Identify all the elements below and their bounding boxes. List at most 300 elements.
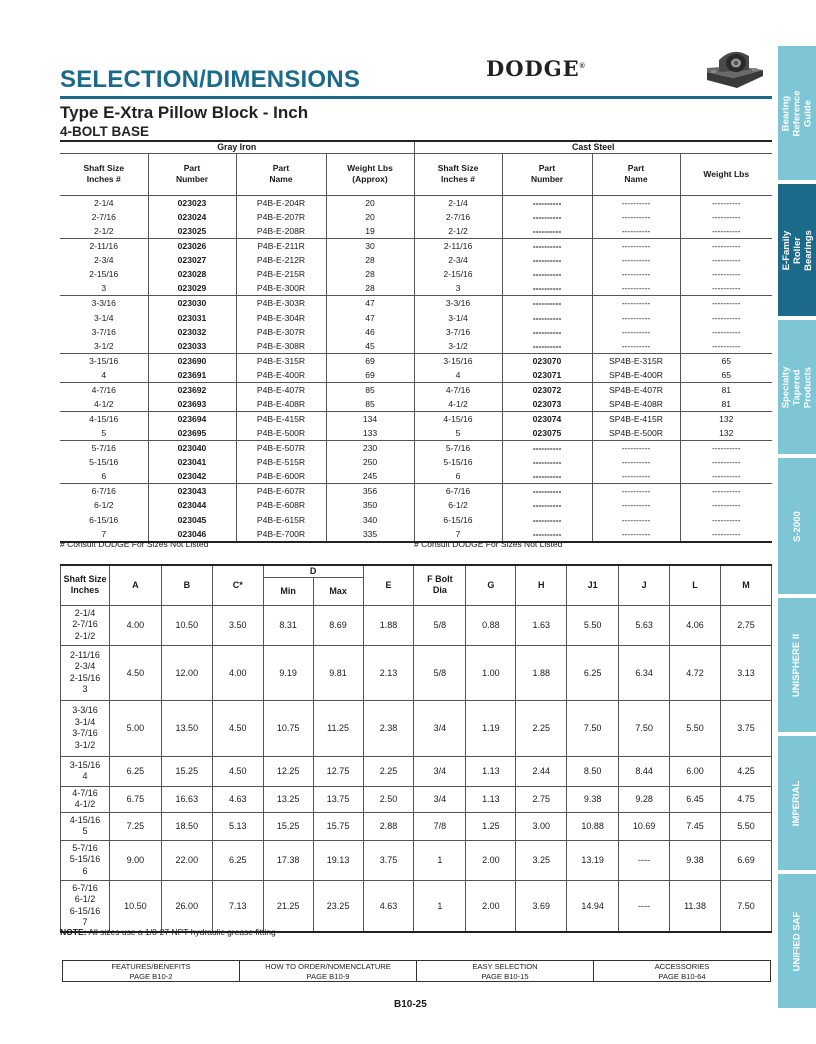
- cell-shaft-size: 2-11/16: [60, 238, 148, 253]
- cell-part-name-cast: SP4B-E-315R: [592, 353, 680, 368]
- cell-c: 4.50: [212, 756, 263, 786]
- cell-part-name-cast: ----------: [592, 484, 680, 499]
- cell-weight-cast: ----------: [680, 224, 772, 239]
- cell-c: 4.00: [212, 645, 263, 700]
- table-row: [60, 513, 772, 527]
- cell-part-name: P4B-E-303R: [236, 296, 326, 311]
- link-easy-selection[interactable]: [416, 961, 593, 981]
- cell-shaft-size-cast: 2-15/16: [414, 267, 502, 281]
- link-accessories[interactable]: [593, 961, 770, 981]
- consult-note-right: # Consult DODGE For Sizes Not Listed: [414, 539, 563, 549]
- cell-part-number-cast: ----------: [502, 210, 592, 224]
- cell-part-name: P4B-E-211R: [236, 238, 326, 253]
- cell-j1: 6.25: [567, 645, 619, 700]
- cell-weight: 45: [326, 339, 414, 354]
- cell-part-number-cast: ----------: [502, 527, 592, 542]
- cell-shaft-size-cast: 4: [414, 368, 502, 383]
- cell-c: 3.50: [212, 605, 263, 645]
- cell-j1: 14.94: [567, 880, 619, 932]
- cell-part-name: P4B-E-308R: [236, 339, 326, 354]
- cell-b: 13.50: [161, 700, 212, 756]
- cell-part-name-cast: ----------: [592, 527, 680, 542]
- shaft-size: 6-1/2: [74, 894, 96, 905]
- cell-part-name-cast: ----------: [592, 253, 680, 267]
- shaft-size: 2-11/16: [70, 649, 100, 660]
- cell-part-name-cast: ----------: [592, 469, 680, 484]
- tab-label: Specialty Tapered Products: [780, 366, 814, 408]
- cell-l: 6.00: [670, 756, 721, 786]
- cell-shaft-size-cast: 2-7/16: [414, 210, 502, 224]
- cell-j: ----: [619, 880, 670, 932]
- cell-part-number: 023695: [148, 426, 236, 441]
- table-row: [60, 339, 772, 354]
- cell-part-name-cast: ----------: [592, 296, 680, 311]
- link-how-to-order[interactable]: [239, 961, 416, 981]
- cell-part-number: 023024: [148, 210, 236, 224]
- shaft-size: 6: [82, 865, 88, 876]
- cell-shaft-size: 4: [101, 369, 107, 380]
- cell-part-name: P4B-E-507R: [236, 440, 326, 455]
- cell-part-name: P4B-E-615R: [236, 513, 326, 527]
- cell-part-name: P4B-E-500R: [236, 426, 326, 441]
- cell-shaft-sizes: [61, 645, 110, 700]
- cell-d-max: 12.75: [313, 756, 363, 786]
- cell-weight-cast: 81: [680, 382, 772, 397]
- cell-e: 3.75: [363, 840, 414, 880]
- shaft-size: 6-7/16: [72, 882, 98, 893]
- cell-weight: 28: [326, 267, 414, 281]
- cell-m: 3.13: [720, 645, 771, 700]
- link-title: ACCESSORIES: [654, 962, 710, 971]
- cell-a: 7.25: [109, 812, 161, 840]
- cell-f-bolt-dia: 3/4: [414, 786, 466, 812]
- shaft-size: 3-3/16: [72, 705, 98, 715]
- shaft-size: 3-7/16: [72, 728, 98, 738]
- col-part-name: Part Name: [236, 153, 326, 195]
- shaft-size: 2-7/16: [72, 619, 98, 630]
- cell-weight-cast: 65: [680, 353, 772, 368]
- cell-shaft-sizes: [61, 812, 110, 840]
- cell-b: 16.63: [161, 786, 212, 812]
- cell-part-number: 023025: [148, 224, 236, 239]
- dim-col-a: A: [109, 565, 161, 605]
- table-row: [60, 224, 772, 239]
- cell-h: 2.44: [516, 756, 567, 786]
- cell-f-bolt-dia: 5/8: [414, 605, 466, 645]
- cell-d-max: 15.75: [313, 812, 363, 840]
- cell-shaft-size: 6-15/16: [89, 514, 119, 525]
- cell-j: 9.28: [619, 786, 670, 812]
- cell-weight-cast: 132: [680, 426, 772, 441]
- cell-weight: 20: [326, 210, 414, 224]
- cell-l: 6.45: [670, 786, 721, 812]
- cell-e: 2.25: [363, 756, 414, 786]
- cell-part-number-cast: ----------: [502, 484, 592, 499]
- table-row: [61, 756, 772, 786]
- cell-shaft-size-cast: 3: [414, 281, 502, 296]
- cell-c: 5.13: [212, 812, 263, 840]
- cell-c: 4.50: [212, 700, 263, 756]
- cell-part-name: P4B-E-700R: [236, 527, 326, 542]
- cell-weight-cast: ----------: [680, 195, 772, 210]
- page-title: SELECTION/DIMENSIONS: [60, 66, 361, 93]
- table-row: [61, 812, 772, 840]
- related-pages-bar: [62, 960, 771, 982]
- tab-label: UNISPHERE II: [791, 633, 803, 697]
- cell-part-number: 023041: [148, 455, 236, 469]
- cell-shaft-size: 4-1/2: [93, 398, 114, 409]
- cell-shaft-size-cast: 3-15/16: [414, 353, 502, 368]
- cell-weight-cast: ----------: [680, 339, 772, 354]
- cell-shaft-size-cast: 6: [414, 469, 502, 484]
- cell-part-number-cast: ----------: [502, 296, 592, 311]
- link-title: HOW TO ORDER/NOMENCLATURE: [265, 962, 391, 971]
- cell-shaft-sizes: [61, 605, 110, 645]
- cell-shaft-size-cast: 4-7/16: [414, 382, 502, 397]
- link-page: PAGE B10-2: [129, 971, 173, 981]
- cell-part-name: P4B-E-515R: [236, 455, 326, 469]
- part-number-table: [60, 142, 772, 543]
- cell-d-max: 11.25: [313, 700, 363, 756]
- cell-weight-cast: ----------: [680, 469, 772, 484]
- cell-shaft-size: 3-15/16: [60, 353, 148, 368]
- dimensions-table: [60, 564, 772, 933]
- cell-shaft-size-cast: 7: [414, 527, 502, 542]
- cell-weight-cast: ----------: [680, 253, 772, 267]
- note-text: All sizes use a 1/8-27 NPT hydraulic grease fitting: [86, 927, 276, 937]
- cell-shaft-sizes: [61, 880, 110, 932]
- cell-part-number-cast: ----------: [502, 498, 592, 512]
- cell-weight: 340: [326, 513, 414, 527]
- table-row: [60, 296, 772, 311]
- tab-unisphere-ii[interactable]: [778, 598, 816, 732]
- dimension-rows: [61, 605, 772, 932]
- table-row: [60, 238, 772, 253]
- cell-weight-cast: ----------: [680, 440, 772, 455]
- cell-shaft-size-cast: 5: [414, 426, 502, 441]
- cell-g: 1.13: [466, 756, 516, 786]
- tab-imperial[interactable]: [778, 736, 816, 870]
- cell-weight-cast: ----------: [680, 455, 772, 469]
- cell-d-min: 17.38: [263, 840, 313, 880]
- cell-part-number-cast: 023072: [502, 382, 592, 397]
- cell-shaft-size: 5-15/16: [89, 457, 119, 468]
- cell-part-name: P4B-E-212R: [236, 253, 326, 267]
- table-row: [60, 267, 772, 281]
- cell-shaft-size-cast: 6-7/16: [414, 484, 502, 499]
- cell-shaft-size-cast: 2-3/4: [414, 253, 502, 267]
- dim-col-j: J: [619, 565, 670, 605]
- cell-part-name-cast: SP4B-E-500R: [592, 426, 680, 441]
- table-row: [60, 353, 772, 368]
- cell-a: 6.25: [109, 756, 161, 786]
- cell-g: 2.00: [466, 880, 516, 932]
- cell-shaft-size: 3-7/16: [91, 326, 116, 337]
- cell-shaft-size-cast: 3-1/4: [414, 310, 502, 324]
- table-row: [60, 411, 772, 426]
- cell-shaft-size: 2-1/4: [93, 197, 114, 208]
- cell-weight: 230: [326, 440, 414, 455]
- cell-part-number: 023027: [148, 253, 236, 267]
- cell-weight: 28: [326, 281, 414, 296]
- cell-shaft-size: 3-1/2: [93, 340, 114, 351]
- col-shaft-size: Shaft Size Inches #: [60, 153, 148, 195]
- cell-h: 2.75: [516, 786, 567, 812]
- cell-a: 10.50: [109, 880, 161, 932]
- cell-weight: 250: [326, 455, 414, 469]
- table-row: [60, 325, 772, 339]
- shaft-size: 2-3/4: [74, 661, 96, 671]
- tab-s-2000[interactable]: [778, 458, 816, 594]
- cell-weight-cast: 65: [680, 368, 772, 383]
- cell-f-bolt-dia: 5/8: [414, 645, 466, 700]
- dim-col-c: C*: [212, 565, 263, 605]
- tab-specialty-tapered-products[interactable]: [778, 320, 816, 454]
- link-page: PAGE B10-15: [481, 971, 529, 981]
- cell-d-min: 15.25: [263, 812, 313, 840]
- cell-shaft-size-cast: 3-7/16: [414, 325, 502, 339]
- cell-part-number: 023023: [148, 195, 236, 210]
- cell-shaft-size-cast: 5-15/16: [414, 455, 502, 469]
- col-part-name-cast: Part Name: [592, 153, 680, 195]
- table-row: [61, 700, 772, 756]
- cell-l: 9.38: [670, 840, 721, 880]
- cell-part-number-cast: 023073: [502, 397, 592, 412]
- dim-col-d-min: Min: [263, 578, 313, 605]
- cell-part-name-cast: SP4B-E-408R: [592, 397, 680, 412]
- cell-part-name: P4B-E-407R: [236, 382, 326, 397]
- cell-b: 22.00: [161, 840, 212, 880]
- cell-b: 15.25: [161, 756, 212, 786]
- cell-h: 1.88: [516, 645, 567, 700]
- shaft-size: 3-1/2: [74, 739, 96, 750]
- cell-e: 1.88: [363, 605, 414, 645]
- cell-d-min: 12.25: [263, 756, 313, 786]
- cell-part-name-cast: SP4B-E-415R: [592, 411, 680, 426]
- cell-part-name: P4B-E-608R: [236, 498, 326, 512]
- cell-part-number-cast: 023075: [502, 426, 592, 441]
- cell-a: 9.00: [109, 840, 161, 880]
- cell-d-min: 10.75: [263, 700, 313, 756]
- table-row: [60, 426, 772, 441]
- cell-part-name-cast: ----------: [592, 195, 680, 210]
- cell-shaft-sizes: [61, 700, 110, 756]
- cell-a: 4.00: [109, 605, 161, 645]
- cell-d-min: 8.31: [263, 605, 313, 645]
- tab-e-family-roller-bearings[interactable]: [778, 184, 816, 316]
- shaft-size: 2-15/16: [69, 672, 101, 683]
- cell-part-number-cast: ----------: [502, 195, 592, 210]
- cell-part-number-cast: ----------: [502, 224, 592, 239]
- table-row: [60, 484, 772, 499]
- cell-part-name: P4B-E-208R: [236, 224, 326, 239]
- cell-f-bolt-dia: 7/8: [414, 812, 466, 840]
- tab-label: UNIFIED SAF: [791, 911, 803, 971]
- shaft-size: 7: [82, 917, 88, 928]
- cell-weight: 30: [326, 238, 414, 253]
- cell-part-number-cast: ----------: [502, 339, 592, 354]
- cell-weight: 85: [326, 382, 414, 397]
- cell-weight: 69: [326, 368, 414, 383]
- cell-weight: 28: [326, 253, 414, 267]
- cell-part-name: P4B-E-207R: [236, 210, 326, 224]
- cell-part-name-cast: ----------: [592, 339, 680, 354]
- cell-g: 2.00: [466, 840, 516, 880]
- cell-l: 7.45: [670, 812, 721, 840]
- cell-j: ----: [619, 840, 670, 880]
- cell-part-number-cast: ----------: [502, 310, 592, 324]
- tab-unified-saf[interactable]: [778, 874, 816, 1008]
- cell-weight-cast: ----------: [680, 484, 772, 499]
- cell-f-bolt-dia: 1: [414, 880, 466, 932]
- cell-g: 1.25: [466, 812, 516, 840]
- cell-a: 5.00: [109, 700, 161, 756]
- cell-part-number-cast: ----------: [502, 455, 592, 469]
- cell-shaft-size-cast: 3-1/2: [414, 339, 502, 354]
- cell-weight-cast: ----------: [680, 238, 772, 253]
- cell-part-name-cast: ----------: [592, 325, 680, 339]
- cell-shaft-sizes: [61, 840, 110, 880]
- cell-part-name: P4B-E-600R: [236, 469, 326, 484]
- cell-e: 4.63: [363, 880, 414, 932]
- cell-weight: 133: [326, 426, 414, 441]
- cell-m: 2.75: [720, 605, 771, 645]
- cell-l: 4.06: [670, 605, 721, 645]
- col-shaft-size-cast: Shaft Size Inches #: [414, 153, 502, 195]
- cell-part-name-cast: ----------: [592, 281, 680, 296]
- cell-part-name: P4B-E-607R: [236, 484, 326, 499]
- cell-shaft-size: 6: [101, 471, 107, 482]
- table-row: [60, 469, 772, 484]
- cell-part-number-cast: ----------: [502, 513, 592, 527]
- cell-part-number: 023042: [148, 469, 236, 484]
- cell-b: 18.50: [161, 812, 212, 840]
- cell-part-name: P4B-E-215R: [236, 267, 326, 281]
- cell-j1: 10.88: [567, 812, 619, 840]
- cell-part-name-cast: ----------: [592, 224, 680, 239]
- cell-part-name-cast: ----------: [592, 498, 680, 512]
- cell-d-max: 13.75: [313, 786, 363, 812]
- cell-shaft-size: 4-7/16: [60, 382, 148, 397]
- note-label: NOTE:: [60, 927, 87, 937]
- cell-e: 2.50: [363, 786, 414, 812]
- cell-weight: 134: [326, 411, 414, 426]
- table-row: [60, 195, 772, 210]
- table-row: [60, 440, 772, 455]
- cell-part-number: 023690: [148, 353, 236, 368]
- cell-part-number: 023033: [148, 339, 236, 354]
- cell-a: 4.50: [109, 645, 161, 700]
- cell-shaft-size: 5: [101, 427, 107, 438]
- table-row: [60, 310, 772, 324]
- cell-f-bolt-dia: 3/4: [414, 700, 466, 756]
- cell-g: 1.13: [466, 786, 516, 812]
- cell-shaft-size: 3: [101, 283, 107, 294]
- cell-shaft-size-cast: 5-7/16: [414, 440, 502, 455]
- cell-l: 11.38: [670, 880, 721, 932]
- cell-part-number-cast: ----------: [502, 325, 592, 339]
- cell-j1: 8.50: [567, 756, 619, 786]
- cell-part-number-cast: 023070: [502, 353, 592, 368]
- consult-note-left: # Consult DODGE For Sizes Not Listed: [60, 539, 209, 549]
- cell-part-name-cast: SP4B-E-400R: [592, 368, 680, 383]
- col-part-number: Part Number: [148, 153, 236, 195]
- cell-h: 3.00: [516, 812, 567, 840]
- base-type-heading: 4-BOLT BASE: [60, 124, 150, 139]
- cell-part-name: P4B-E-408R: [236, 397, 326, 412]
- cell-j1: 5.50: [567, 605, 619, 645]
- cell-part-number: 023044: [148, 498, 236, 512]
- shaft-size: 5-15/16: [69, 854, 101, 865]
- cell-shaft-size-cast: 4-1/2: [414, 397, 502, 412]
- table-row: [61, 645, 772, 700]
- cell-weight-cast: ----------: [680, 296, 772, 311]
- link-features-benefits[interactable]: [63, 961, 239, 981]
- cell-part-name-cast: ----------: [592, 440, 680, 455]
- cell-d-max: 8.69: [313, 605, 363, 645]
- registered-mark: ®: [579, 63, 586, 70]
- cell-part-number: 023029: [148, 281, 236, 296]
- cell-b: 12.00: [161, 645, 212, 700]
- cell-part-number: 023026: [148, 238, 236, 253]
- dim-col-b: B: [161, 565, 212, 605]
- dodge-logo: [486, 56, 586, 81]
- cell-m: 3.75: [720, 700, 771, 756]
- table-row: [61, 880, 772, 932]
- tab-label: Bearing Reference Guide: [780, 90, 814, 136]
- cell-part-number-cast: ----------: [502, 281, 592, 296]
- cell-weight: 335: [326, 527, 414, 542]
- table-row: [61, 786, 772, 812]
- cell-shaft-size-cast: 2-11/16: [414, 238, 502, 253]
- shaft-size: 5: [82, 826, 88, 836]
- link-page: PAGE B10-64: [658, 971, 706, 981]
- pillow-block-bearing-icon: [703, 46, 765, 90]
- cell-part-name: P4B-E-300R: [236, 281, 326, 296]
- cast-steel-heading: Cast Steel: [414, 142, 772, 153]
- table-row: [60, 455, 772, 469]
- cell-shaft-size-cast: 4-15/16: [414, 411, 502, 426]
- cell-c: 7.13: [212, 880, 263, 932]
- cell-m: 4.75: [720, 786, 771, 812]
- cell-shaft-size-cast: 6-15/16: [414, 513, 502, 527]
- link-title: EASY SELECTION: [472, 962, 538, 971]
- tab-label: S-2000: [791, 510, 803, 542]
- cell-shaft-size: 6-7/16: [60, 484, 148, 499]
- cell-d-min: 13.25: [263, 786, 313, 812]
- dim-col-shaft: Shaft Size Inches: [61, 565, 110, 605]
- cell-b: 10.50: [161, 605, 212, 645]
- tab-bearing-reference-guide[interactable]: [778, 46, 816, 180]
- cell-part-number-cast: ----------: [502, 440, 592, 455]
- cell-g: 0.88: [466, 605, 516, 645]
- cell-l: 5.50: [670, 700, 721, 756]
- grease-fitting-note: [60, 927, 276, 937]
- shaft-size: 2-1/2: [74, 630, 96, 641]
- gray-iron-heading: Gray Iron: [60, 142, 414, 153]
- cell-j: 6.34: [619, 645, 670, 700]
- cell-weight-cast: ----------: [680, 267, 772, 281]
- cell-m: 4.25: [720, 756, 771, 786]
- cell-weight: 85: [326, 397, 414, 412]
- shaft-size: 3-1/4: [74, 716, 96, 727]
- cell-shaft-sizes: [61, 756, 110, 786]
- side-tabs: [778, 46, 816, 1008]
- cell-c: 4.63: [212, 786, 263, 812]
- col-weight-cast: Weight Lbs: [680, 153, 772, 195]
- cell-part-number: 023030: [148, 296, 236, 311]
- cell-c: 6.25: [212, 840, 263, 880]
